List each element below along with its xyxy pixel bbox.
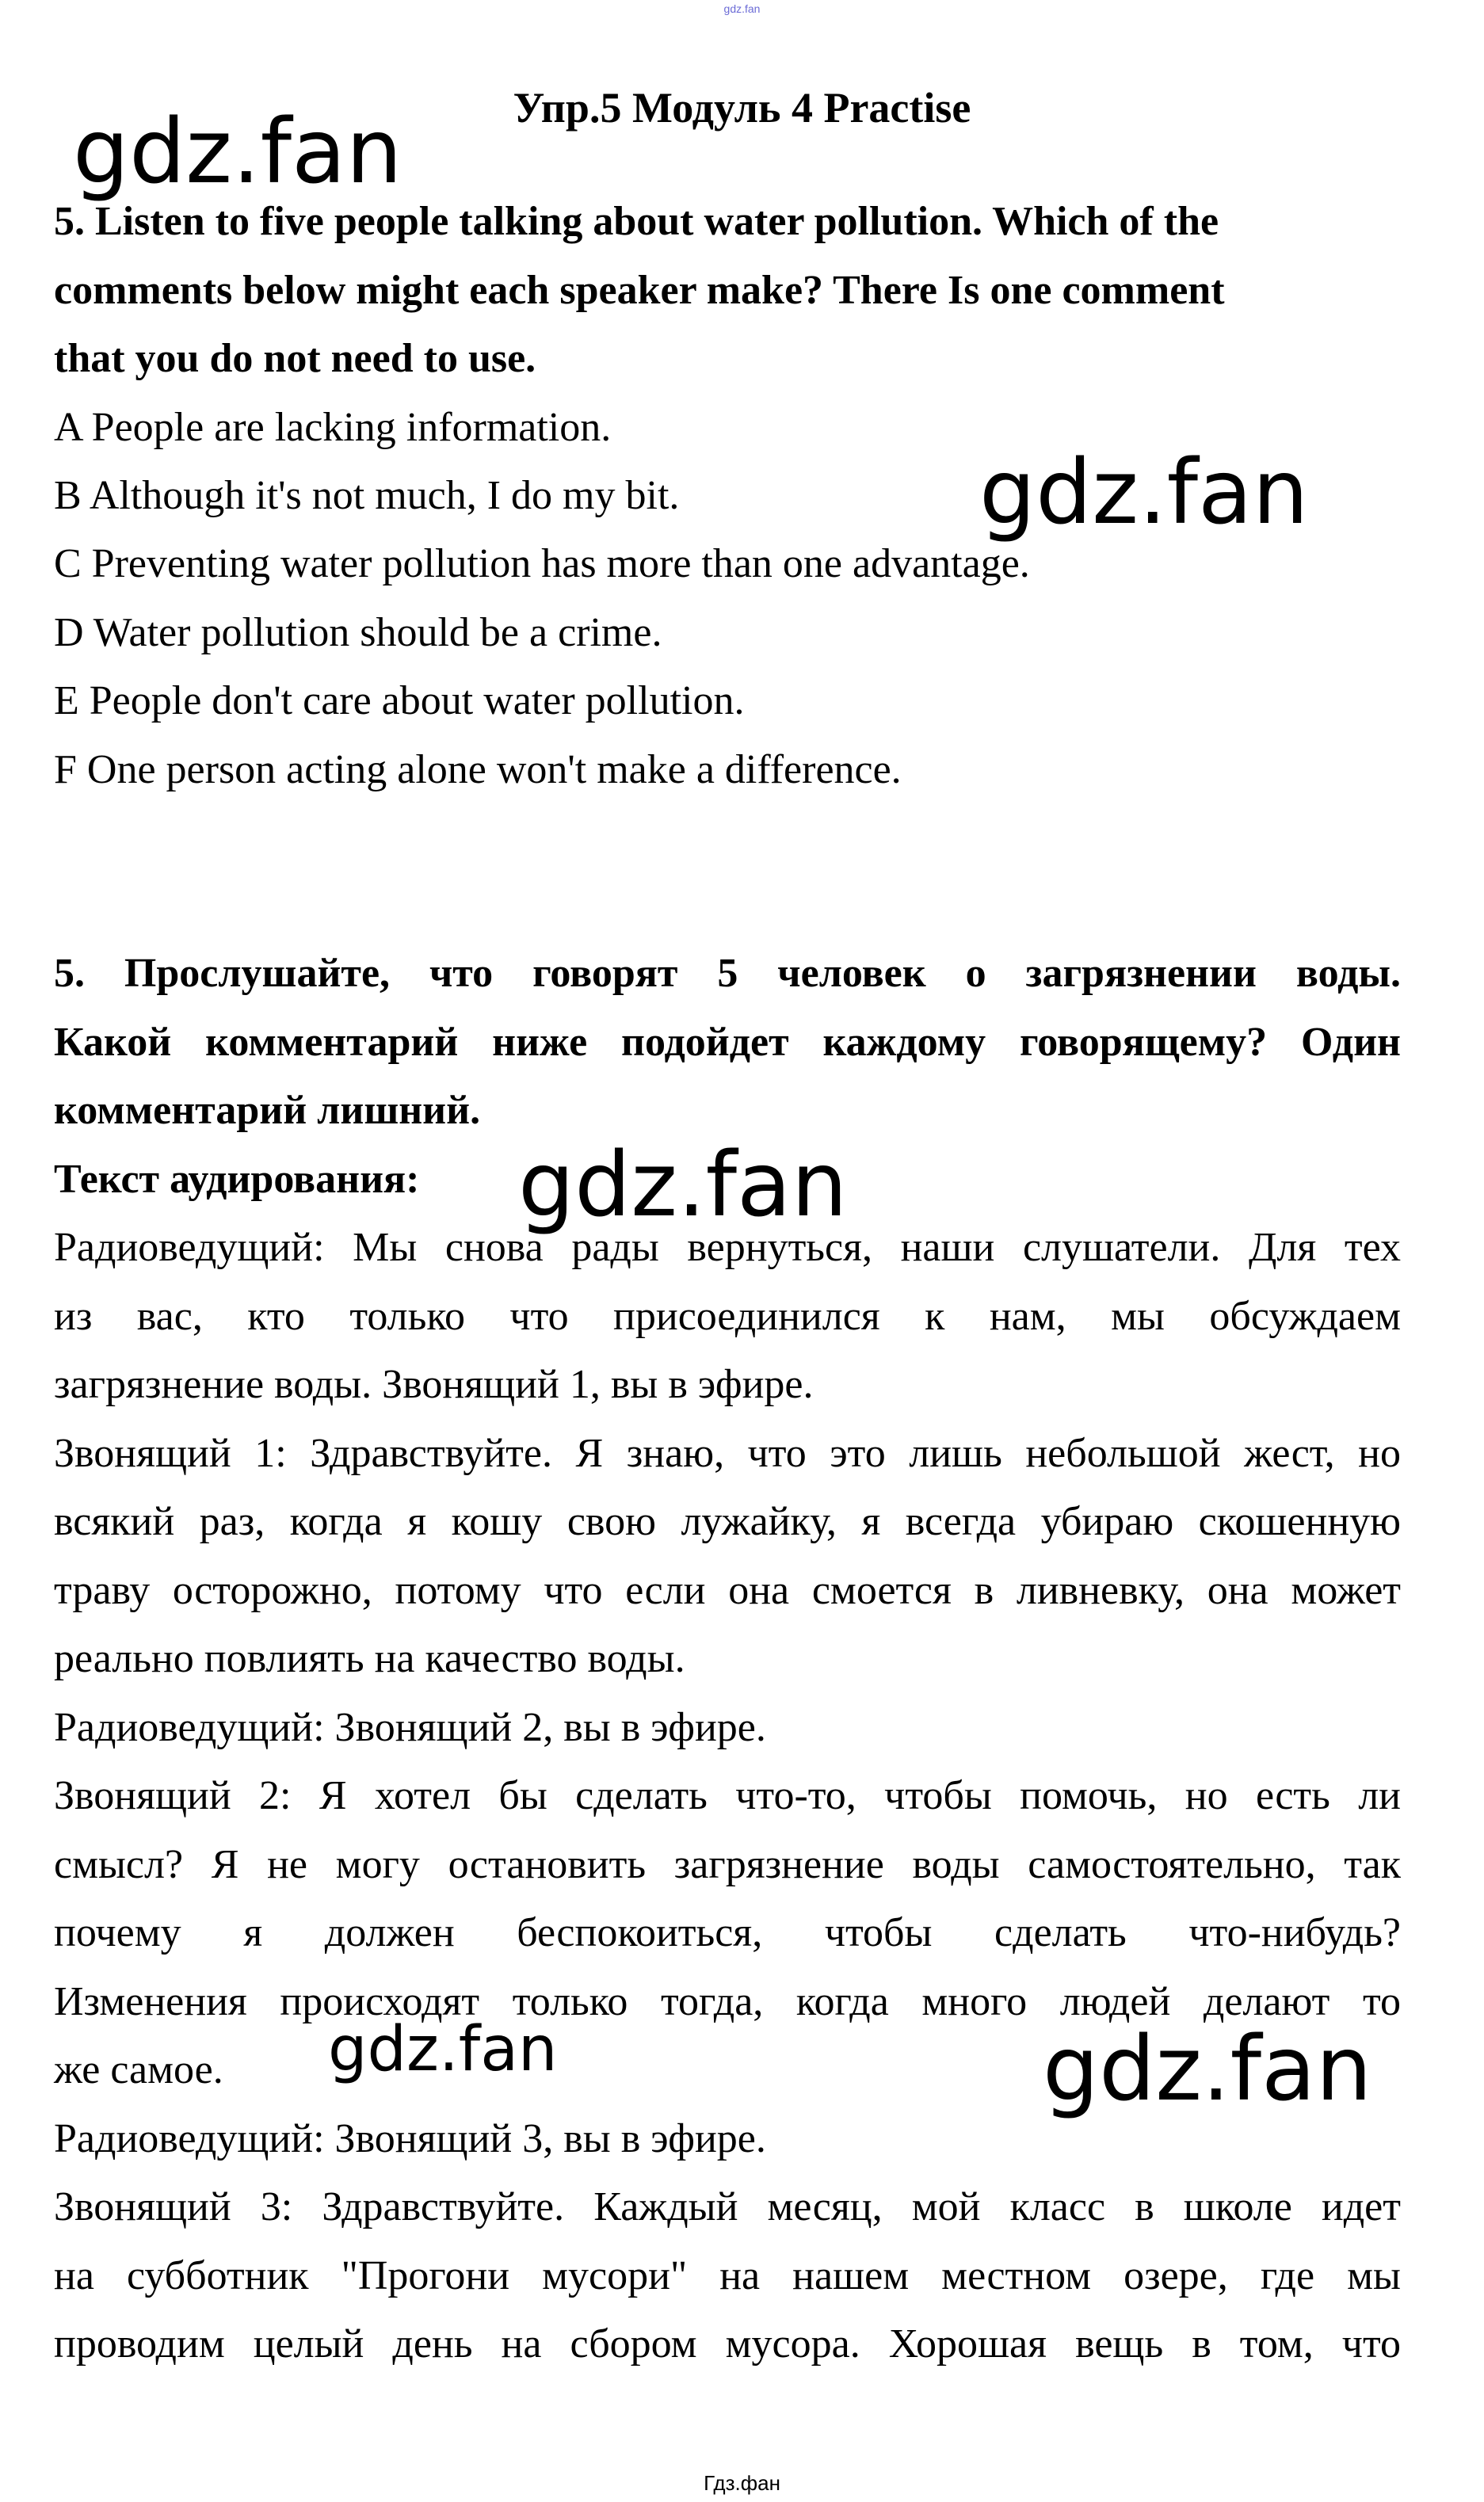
option-f: F One person acting alone won't make a difference. (54, 747, 902, 792)
watermark: gdz.fan (73, 101, 402, 204)
transcript-line: на субботник "Прогони мусори" на нашем местном озере, где мы (54, 2253, 1401, 2298)
transcript-line: Радиоведущий: Мы снова рады вернуться, наши слушатели. Для тех (54, 1225, 1401, 1270)
transcript-line: же самое. (54, 2047, 223, 2092)
transcript-line: смысл? Я не могу остановить загрязнение воды самостоятельно, так (54, 1842, 1401, 1887)
option-a: A People are lacking information. (54, 405, 612, 450)
transcript-line: проводим целый день на сбором мусора. Хорошая вещь в том, что (54, 2321, 1401, 2367)
transcript-line: загрязнение воды. Звонящий 1, вы в эфире. (54, 1362, 814, 1407)
watermark: gdz.fan (518, 1134, 848, 1237)
transcript-line: Радиоведущий: Звонящий 2, вы в эфире. (54, 1705, 766, 1750)
english-task-line: that you do not need to use. (54, 336, 536, 381)
transcript-heading: Текст аудирования: (54, 1157, 420, 1202)
option-c: C Preventing water pollution has more than one advantage. (54, 541, 1030, 586)
transcript-line: из вас, кто только что присоединился к нам, мы обсуждаем (54, 1294, 1401, 1339)
transcript-line: всякий раз, когда я кошу свою лужайку, я всегда убираю скошенную (54, 1499, 1401, 1544)
transcript-line: траву осторожно, потому что если она смоется в ливневку, она может (54, 1568, 1401, 1613)
option-b: B Although it's not much, I do my bit. (54, 473, 680, 518)
footer-watermark: Гдз.фан (704, 2471, 780, 2495)
english-task-line: 5. Listen to five people talking about water pollution. Which of the (54, 199, 1219, 244)
transcript-line: Изменения происходят только тогда, когда много людей делают то (54, 1979, 1401, 2024)
watermark: gdz.fan (328, 2014, 558, 2085)
option-e: E People don't care about water pollution. (54, 678, 745, 723)
russian-task-line: 5. Прослушайте, что говорят 5 человек о загрязнении воды. (54, 951, 1401, 996)
english-task-line: comments below might each speaker make? There Is one comment (54, 268, 1225, 313)
transcript-line: Звонящий 1: Здравствуйте. Я знаю, что это лишь небольшой жест, но (54, 1431, 1401, 1476)
transcript-line: Звонящий 2: Я хотел бы сделать что-то, чтобы помочь, но есть ли (54, 1773, 1401, 1818)
russian-task-line: комментарий лишний. (54, 1088, 481, 1133)
transcript-line: Радиоведущий: Звонящий 3, вы в эфире. (54, 2116, 766, 2161)
watermark: gdz.fan (979, 441, 1309, 544)
option-d: D Water pollution should be a crime. (54, 610, 662, 655)
russian-task-line: Какой комментарий ниже подойдет каждому говорящему? Один (54, 1020, 1401, 1065)
watermark: gdz.fan (1043, 2018, 1372, 2121)
transcript-line: почему я должен беспокоиться, чтобы сделать что-нибудь? (54, 1910, 1401, 1955)
page-title: Упр.5 Модуль 4 Practise (513, 84, 971, 132)
transcript-line: Звонящий 3: Здравствуйте. Каждый месяц, мой класс в школе идет (54, 2184, 1401, 2229)
header-watermark: gdz.fan (723, 2, 761, 15)
transcript-line: реально повлиять на качество воды. (54, 1636, 685, 1681)
